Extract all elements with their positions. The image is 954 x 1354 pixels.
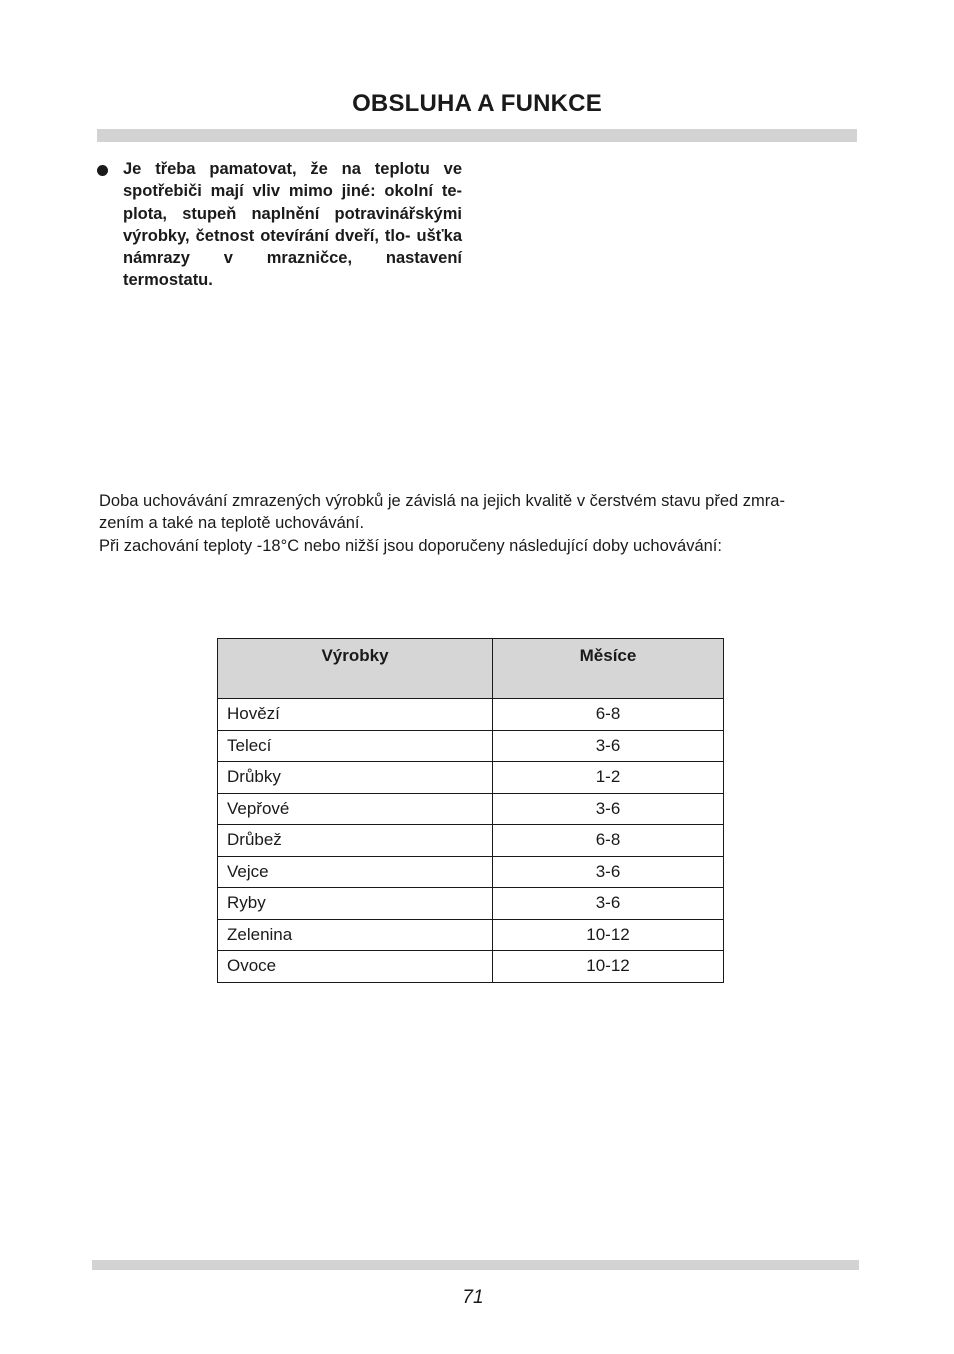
months-cell: 6-8 [493, 825, 724, 857]
storage-paragraph [99, 490, 859, 557]
paragraph-line: Doba uchovávání zmrazených výrobků je závislá na jejich kvalitě v čerstvém stavu před zmra- [99, 492, 785, 510]
bullet-line: Je třeba pamatovat, že na teplotu ve [123, 160, 462, 178]
bullet-note [97, 158, 462, 292]
product-cell: Ovoce [218, 951, 493, 983]
months-cell: 3-6 [493, 856, 724, 888]
table-row [218, 730, 724, 762]
product-cell: Hovězí [218, 699, 493, 731]
product-cell: Drůbky [218, 762, 493, 794]
bullet-note-text [123, 158, 462, 292]
table-row [218, 699, 724, 731]
table-row [218, 856, 724, 888]
bullet-line: výrobky, četnost otevírání dveří, tlo- [123, 226, 411, 245]
product-cell: Zelenina [218, 919, 493, 951]
table-row [218, 825, 724, 857]
table-row [218, 951, 724, 983]
months-cell: 1-2 [493, 762, 724, 794]
paragraph-line: zením a také na teplotě uchovávání. [99, 514, 365, 533]
page-number: 71 [462, 1287, 484, 1308]
months-cell: 10-12 [493, 951, 724, 983]
paragraph-line: Při zachování teploty -18°C nebo nižší jsou doporučeny následující doby uchovávání: [99, 536, 722, 555]
product-cell: Ryby [218, 888, 493, 920]
months-cell: 3-6 [493, 730, 724, 762]
bullet-line: plota, stupeň naplnění potravinářskými [123, 204, 462, 223]
table-row [218, 762, 724, 794]
product-cell: Drůbež [218, 825, 493, 857]
product-cell: Vejce [218, 856, 493, 888]
bullet-icon [97, 165, 108, 176]
table-row [218, 793, 724, 825]
footer-divider [92, 1260, 859, 1270]
column-header-products: Výrobky [218, 639, 493, 699]
product-cell: Telecí [218, 730, 493, 762]
months-cell: 10-12 [493, 919, 724, 951]
bullet-line: termostatu. [123, 271, 213, 290]
months-cell: 3-6 [493, 888, 724, 920]
bullet-line: spotřebiči mají vliv mimo jiné: okolní te- [123, 182, 462, 201]
bullet-line: ušťka námrazy v mrazničce, nastavení [123, 226, 462, 268]
product-cell: Vepřové [218, 793, 493, 825]
months-cell: 6-8 [493, 699, 724, 731]
header-divider [97, 129, 857, 142]
table-row [218, 919, 724, 951]
table-header-row [218, 639, 724, 699]
storage-times-table [217, 638, 724, 983]
page-title: OBSLUHA A FUNKCE [352, 90, 602, 117]
column-header-months: Měsíce [493, 639, 724, 699]
table-row [218, 888, 724, 920]
months-cell: 3-6 [493, 793, 724, 825]
